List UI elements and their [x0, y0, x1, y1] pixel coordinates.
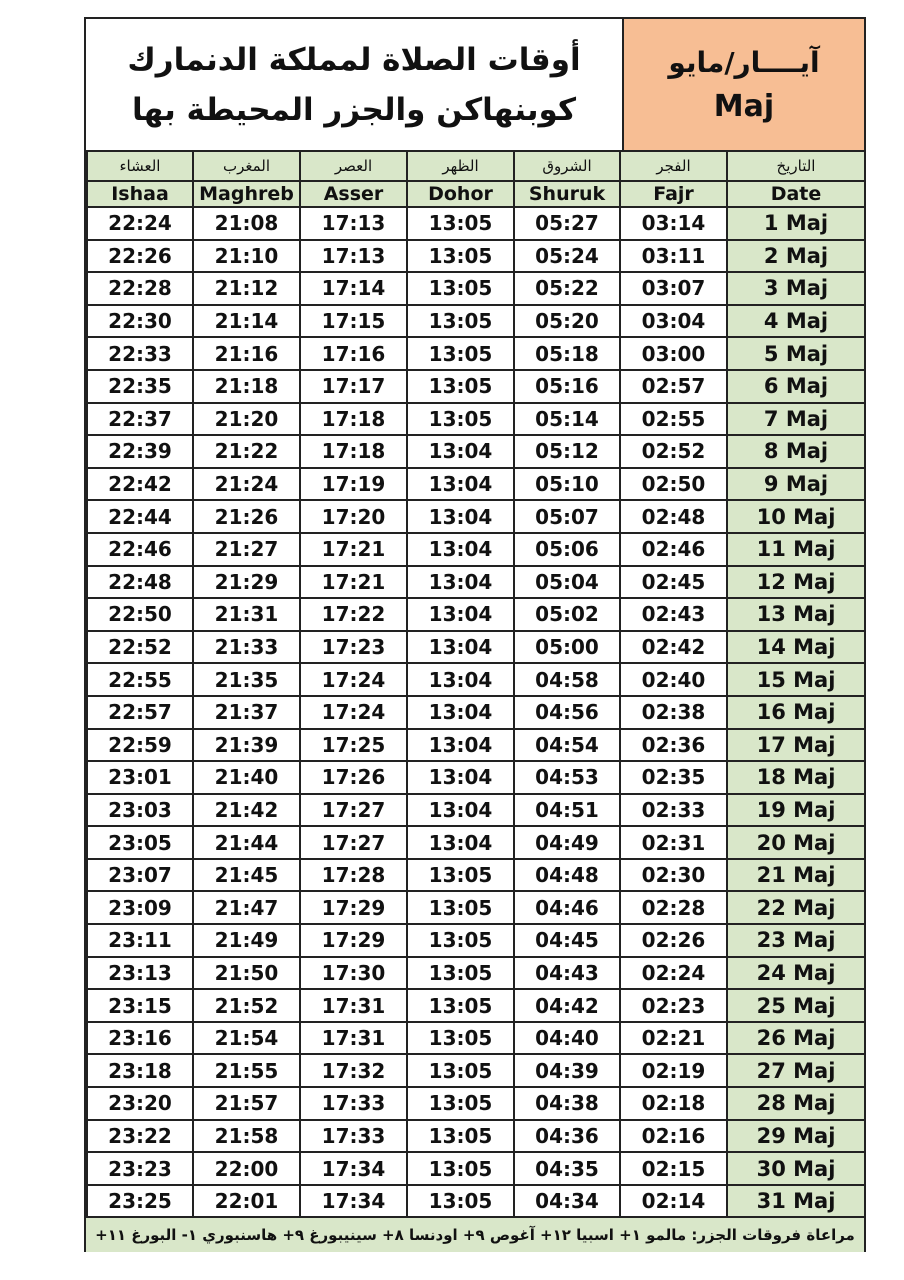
- maghreb-time: 21:08: [193, 207, 300, 240]
- date-cell: 19 Maj: [727, 794, 865, 827]
- dohor-time: 13:05: [407, 859, 514, 892]
- shuruk-time: 05:27: [514, 207, 620, 240]
- shuruk-time: 05:04: [514, 566, 620, 599]
- shuruk-time: 04:34: [514, 1185, 620, 1218]
- shuruk-time: 05:18: [514, 337, 620, 370]
- dohor-time: 13:05: [407, 989, 514, 1022]
- col-header-asser: Asser: [300, 181, 407, 207]
- table-row: [87, 859, 865, 892]
- date-cell: 31 Maj: [727, 1185, 865, 1218]
- ishaa-time: 22:52: [87, 631, 193, 664]
- fajr-time: 03:14: [620, 207, 727, 240]
- asser-time: 17:21: [300, 566, 407, 599]
- table-row: [87, 1120, 865, 1153]
- fajr-time: 02:26: [620, 924, 727, 957]
- ishaa-time: 23:03: [87, 794, 193, 827]
- asser-time: 17:15: [300, 305, 407, 338]
- date-cell: 20 Maj: [727, 826, 865, 859]
- table-row: [87, 240, 865, 273]
- asser-time: 17:19: [300, 468, 407, 501]
- sheet-header: [86, 19, 864, 152]
- asser-time: 17:22: [300, 598, 407, 631]
- table-row: [87, 1054, 865, 1087]
- table-row: [87, 663, 865, 696]
- title-box: [86, 19, 624, 150]
- ishaa-time: 22:57: [87, 696, 193, 729]
- shuruk-time: 05:14: [514, 403, 620, 436]
- prayer-times-sheet: [84, 17, 866, 1252]
- table-row: [87, 1087, 865, 1120]
- date-cell: 12 Maj: [727, 566, 865, 599]
- ishaa-time: 23:11: [87, 924, 193, 957]
- fajr-time: 02:48: [620, 500, 727, 533]
- maghreb-time: 21:52: [193, 989, 300, 1022]
- asser-time: 17:31: [300, 989, 407, 1022]
- col-header-date: Date: [727, 181, 865, 207]
- header-row-arabic: [87, 151, 865, 181]
- table-row: [87, 989, 865, 1022]
- fajr-time: 02:15: [620, 1152, 727, 1185]
- fajr-time: 02:19: [620, 1054, 727, 1087]
- asser-time: 17:13: [300, 240, 407, 273]
- asser-time: 17:24: [300, 696, 407, 729]
- table-row: [87, 729, 865, 762]
- table-row: [87, 533, 865, 566]
- ishaa-time: 23:07: [87, 859, 193, 892]
- asser-time: 17:33: [300, 1120, 407, 1153]
- date-cell: 17 Maj: [727, 729, 865, 762]
- asser-time: 17:29: [300, 891, 407, 924]
- shuruk-time: 04:45: [514, 924, 620, 957]
- dohor-time: 13:04: [407, 761, 514, 794]
- table-row: [87, 500, 865, 533]
- col-header-maghreb-ar: المغرب: [193, 151, 300, 181]
- maghreb-time: 21:47: [193, 891, 300, 924]
- fajr-time: 02:57: [620, 370, 727, 403]
- asser-time: 17:32: [300, 1054, 407, 1087]
- fajr-time: 02:45: [620, 566, 727, 599]
- date-cell: 25 Maj: [727, 989, 865, 1022]
- ishaa-time: 22:50: [87, 598, 193, 631]
- ishaa-time: 22:46: [87, 533, 193, 566]
- col-header-fajr-ar: الفجر: [620, 151, 727, 181]
- col-header-dohor-ar: الظهر: [407, 151, 514, 181]
- ishaa-time: 22:26: [87, 240, 193, 273]
- date-cell: 3 Maj: [727, 272, 865, 305]
- dohor-time: 13:05: [407, 1185, 514, 1218]
- ishaa-time: 22:44: [87, 500, 193, 533]
- date-cell: 30 Maj: [727, 1152, 865, 1185]
- maghreb-time: 21:16: [193, 337, 300, 370]
- dohor-time: 13:04: [407, 533, 514, 566]
- asser-time: 17:33: [300, 1087, 407, 1120]
- shuruk-time: 05:00: [514, 631, 620, 664]
- date-cell: 22 Maj: [727, 891, 865, 924]
- dohor-time: 13:04: [407, 696, 514, 729]
- dohor-time: 13:05: [407, 1022, 514, 1055]
- table-row: [87, 826, 865, 859]
- table-row: [87, 1022, 865, 1055]
- fajr-time: 02:52: [620, 435, 727, 468]
- ishaa-time: 23:16: [87, 1022, 193, 1055]
- asser-time: 17:18: [300, 403, 407, 436]
- dohor-time: 13:05: [407, 891, 514, 924]
- dohor-time: 13:05: [407, 1152, 514, 1185]
- maghreb-time: 21:40: [193, 761, 300, 794]
- table-row: [87, 370, 865, 403]
- fajr-time: 03:04: [620, 305, 727, 338]
- prayer-times-table: [86, 150, 866, 1218]
- dohor-time: 13:04: [407, 794, 514, 827]
- ishaa-time: 23:09: [87, 891, 193, 924]
- maghreb-time: 22:01: [193, 1185, 300, 1218]
- table-row: [87, 957, 865, 990]
- ishaa-time: 22:42: [87, 468, 193, 501]
- fajr-time: 02:24: [620, 957, 727, 990]
- date-cell: 15 Maj: [727, 663, 865, 696]
- table-body: [87, 207, 865, 1217]
- date-cell: 29 Maj: [727, 1120, 865, 1153]
- ishaa-time: 23:13: [87, 957, 193, 990]
- date-cell: 2 Maj: [727, 240, 865, 273]
- dohor-time: 13:04: [407, 729, 514, 762]
- asser-time: 17:28: [300, 859, 407, 892]
- date-cell: 5 Maj: [727, 337, 865, 370]
- date-cell: 18 Maj: [727, 761, 865, 794]
- dohor-time: 13:04: [407, 566, 514, 599]
- maghreb-time: 21:26: [193, 500, 300, 533]
- shuruk-time: 05:20: [514, 305, 620, 338]
- month-box: [624, 19, 864, 150]
- ishaa-time: 22:35: [87, 370, 193, 403]
- maghreb-time: 21:42: [193, 794, 300, 827]
- fajr-time: 03:00: [620, 337, 727, 370]
- fajr-time: 02:42: [620, 631, 727, 664]
- dohor-time: 13:05: [407, 1054, 514, 1087]
- shuruk-time: 05:02: [514, 598, 620, 631]
- shuruk-time: 04:43: [514, 957, 620, 990]
- shuruk-time: 05:22: [514, 272, 620, 305]
- maghreb-time: 21:29: [193, 566, 300, 599]
- date-cell: 9 Maj: [727, 468, 865, 501]
- table-row: [87, 337, 865, 370]
- month-arabic: آيــــار/مايو: [668, 45, 820, 79]
- date-cell: 6 Maj: [727, 370, 865, 403]
- fajr-time: 02:28: [620, 891, 727, 924]
- dohor-time: 13:04: [407, 631, 514, 664]
- col-header-fajr: Fajr: [620, 181, 727, 207]
- ishaa-time: 22:33: [87, 337, 193, 370]
- table-row: [87, 403, 865, 436]
- table-row: [87, 207, 865, 240]
- table-row: [87, 566, 865, 599]
- table-row: [87, 598, 865, 631]
- asser-time: 17:13: [300, 207, 407, 240]
- table-row: [87, 631, 865, 664]
- asser-time: 17:31: [300, 1022, 407, 1055]
- dohor-time: 13:05: [407, 1087, 514, 1120]
- dohor-time: 13:04: [407, 468, 514, 501]
- shuruk-time: 04:39: [514, 1054, 620, 1087]
- ishaa-time: 22:39: [87, 435, 193, 468]
- table-row: [87, 891, 865, 924]
- col-header-shuruk-ar: الشروق: [514, 151, 620, 181]
- col-header-maghreb: Maghreb: [193, 181, 300, 207]
- fajr-time: 03:11: [620, 240, 727, 273]
- asser-time: 17:27: [300, 826, 407, 859]
- fajr-time: 02:35: [620, 761, 727, 794]
- shuruk-time: 04:53: [514, 761, 620, 794]
- shuruk-time: 04:38: [514, 1087, 620, 1120]
- header-row-latin: [87, 181, 865, 207]
- maghreb-time: 21:24: [193, 468, 300, 501]
- maghreb-time: 21:37: [193, 696, 300, 729]
- shuruk-time: 04:48: [514, 859, 620, 892]
- shuruk-time: 05:12: [514, 435, 620, 468]
- asser-time: 17:21: [300, 533, 407, 566]
- ishaa-time: 23:25: [87, 1185, 193, 1218]
- shuruk-time: 04:51: [514, 794, 620, 827]
- table-row: [87, 1185, 865, 1218]
- ishaa-time: 23:20: [87, 1087, 193, 1120]
- ishaa-time: 22:48: [87, 566, 193, 599]
- shuruk-time: 04:35: [514, 1152, 620, 1185]
- table-row: [87, 794, 865, 827]
- fajr-time: 02:55: [620, 403, 727, 436]
- ishaa-time: 23:05: [87, 826, 193, 859]
- maghreb-time: 22:00: [193, 1152, 300, 1185]
- col-header-dohor: Dohor: [407, 181, 514, 207]
- asser-time: 17:18: [300, 435, 407, 468]
- col-header-ishaa-ar: العشاء: [87, 151, 193, 181]
- maghreb-time: 21:45: [193, 859, 300, 892]
- fajr-time: 02:18: [620, 1087, 727, 1120]
- maghreb-time: 21:55: [193, 1054, 300, 1087]
- table-row: [87, 761, 865, 794]
- col-header-asser-ar: العصر: [300, 151, 407, 181]
- asser-time: 17:27: [300, 794, 407, 827]
- maghreb-time: 21:57: [193, 1087, 300, 1120]
- maghreb-time: 21:33: [193, 631, 300, 664]
- dohor-time: 13:04: [407, 663, 514, 696]
- dohor-time: 13:05: [407, 403, 514, 436]
- maghreb-time: 21:10: [193, 240, 300, 273]
- maghreb-time: 21:35: [193, 663, 300, 696]
- date-cell: 24 Maj: [727, 957, 865, 990]
- fajr-time: 02:33: [620, 794, 727, 827]
- maghreb-time: 21:49: [193, 924, 300, 957]
- date-cell: 11 Maj: [727, 533, 865, 566]
- fajr-time: 02:46: [620, 533, 727, 566]
- fajr-time: 02:21: [620, 1022, 727, 1055]
- date-cell: 13 Maj: [727, 598, 865, 631]
- maghreb-time: 21:22: [193, 435, 300, 468]
- maghreb-time: 21:50: [193, 957, 300, 990]
- ishaa-time: 23:18: [87, 1054, 193, 1087]
- asser-time: 17:20: [300, 500, 407, 533]
- asser-time: 17:17: [300, 370, 407, 403]
- maghreb-time: 21:12: [193, 272, 300, 305]
- fajr-time: 03:07: [620, 272, 727, 305]
- ishaa-time: 22:24: [87, 207, 193, 240]
- date-cell: 4 Maj: [727, 305, 865, 338]
- table-row: [87, 696, 865, 729]
- date-cell: 10 Maj: [727, 500, 865, 533]
- date-cell: 8 Maj: [727, 435, 865, 468]
- title-line-1: أوقات الصلاة لمملكة الدنمارك: [127, 41, 581, 78]
- asser-time: 17:26: [300, 761, 407, 794]
- ishaa-time: 22:30: [87, 305, 193, 338]
- maghreb-time: 21:27: [193, 533, 300, 566]
- maghreb-time: 21:54: [193, 1022, 300, 1055]
- date-cell: 21 Maj: [727, 859, 865, 892]
- table-row: [87, 435, 865, 468]
- fajr-time: 02:14: [620, 1185, 727, 1218]
- maghreb-time: 21:44: [193, 826, 300, 859]
- ishaa-time: 23:22: [87, 1120, 193, 1153]
- ishaa-time: 23:01: [87, 761, 193, 794]
- maghreb-time: 21:20: [193, 403, 300, 436]
- dohor-time: 13:04: [407, 500, 514, 533]
- asser-time: 17:14: [300, 272, 407, 305]
- fajr-time: 02:16: [620, 1120, 727, 1153]
- table-row: [87, 468, 865, 501]
- date-cell: 7 Maj: [727, 403, 865, 436]
- dohor-time: 13:05: [407, 207, 514, 240]
- shuruk-time: 04:42: [514, 989, 620, 1022]
- shuruk-time: 05:06: [514, 533, 620, 566]
- date-cell: 26 Maj: [727, 1022, 865, 1055]
- ishaa-time: 22:55: [87, 663, 193, 696]
- dohor-time: 13:05: [407, 240, 514, 273]
- col-header-shuruk: Shuruk: [514, 181, 620, 207]
- table-row: [87, 272, 865, 305]
- table-row: [87, 305, 865, 338]
- title-line-2: كوبنهاكن والجزر المحيطة بها: [132, 91, 576, 128]
- shuruk-time: 05:07: [514, 500, 620, 533]
- shuruk-time: 04:58: [514, 663, 620, 696]
- maghreb-time: 21:39: [193, 729, 300, 762]
- fajr-time: 02:43: [620, 598, 727, 631]
- asser-time: 17:34: [300, 1185, 407, 1218]
- shuruk-time: 05:10: [514, 468, 620, 501]
- shuruk-time: 04:49: [514, 826, 620, 859]
- fajr-time: 02:50: [620, 468, 727, 501]
- date-cell: 1 Maj: [727, 207, 865, 240]
- dohor-time: 13:05: [407, 370, 514, 403]
- dohor-time: 13:05: [407, 337, 514, 370]
- date-cell: 27 Maj: [727, 1054, 865, 1087]
- ishaa-time: 22:59: [87, 729, 193, 762]
- dohor-time: 13:05: [407, 924, 514, 957]
- ishaa-time: 23:15: [87, 989, 193, 1022]
- date-cell: 14 Maj: [727, 631, 865, 664]
- maghreb-time: 21:58: [193, 1120, 300, 1153]
- asser-time: 17:29: [300, 924, 407, 957]
- shuruk-time: 05:16: [514, 370, 620, 403]
- islands-offset-note: مراعاة فروقات الجزر: مالمو ١+ اسبيا ١٢+ آغوص ٩+ اودنسا ٨+ سينيبورغ ٩+ هاسنبوري ١- البورغ ١١+: [86, 1216, 864, 1252]
- maghreb-time: 21:18: [193, 370, 300, 403]
- asser-time: 17:34: [300, 1152, 407, 1185]
- date-cell: 23 Maj: [727, 924, 865, 957]
- ishaa-time: 23:23: [87, 1152, 193, 1185]
- shuruk-time: 04:54: [514, 729, 620, 762]
- dohor-time: 13:05: [407, 272, 514, 305]
- maghreb-time: 21:14: [193, 305, 300, 338]
- table-row: [87, 1152, 865, 1185]
- maghreb-time: 21:31: [193, 598, 300, 631]
- ishaa-time: 22:37: [87, 403, 193, 436]
- asser-time: 17:25: [300, 729, 407, 762]
- date-cell: 16 Maj: [727, 696, 865, 729]
- fajr-time: 02:30: [620, 859, 727, 892]
- table-row: [87, 924, 865, 957]
- dohor-time: 13:05: [407, 305, 514, 338]
- fajr-time: 02:40: [620, 663, 727, 696]
- col-header-ishaa: Ishaa: [87, 181, 193, 207]
- fajr-time: 02:23: [620, 989, 727, 1022]
- fajr-time: 02:38: [620, 696, 727, 729]
- asser-time: 17:24: [300, 663, 407, 696]
- shuruk-time: 04:56: [514, 696, 620, 729]
- ishaa-time: 22:28: [87, 272, 193, 305]
- asser-time: 17:23: [300, 631, 407, 664]
- col-header-date-ar: التاريخ: [727, 151, 865, 181]
- month-latin: Maj: [713, 88, 775, 124]
- shuruk-time: 04:46: [514, 891, 620, 924]
- shuruk-time: 05:24: [514, 240, 620, 273]
- dohor-time: 13:04: [407, 826, 514, 859]
- dohor-time: 13:05: [407, 1120, 514, 1153]
- dohor-time: 13:04: [407, 598, 514, 631]
- dohor-time: 13:05: [407, 957, 514, 990]
- fajr-time: 02:31: [620, 826, 727, 859]
- asser-time: 17:30: [300, 957, 407, 990]
- asser-time: 17:16: [300, 337, 407, 370]
- shuruk-time: 04:36: [514, 1120, 620, 1153]
- dohor-time: 13:04: [407, 435, 514, 468]
- date-cell: 28 Maj: [727, 1087, 865, 1120]
- shuruk-time: 04:40: [514, 1022, 620, 1055]
- fajr-time: 02:36: [620, 729, 727, 762]
